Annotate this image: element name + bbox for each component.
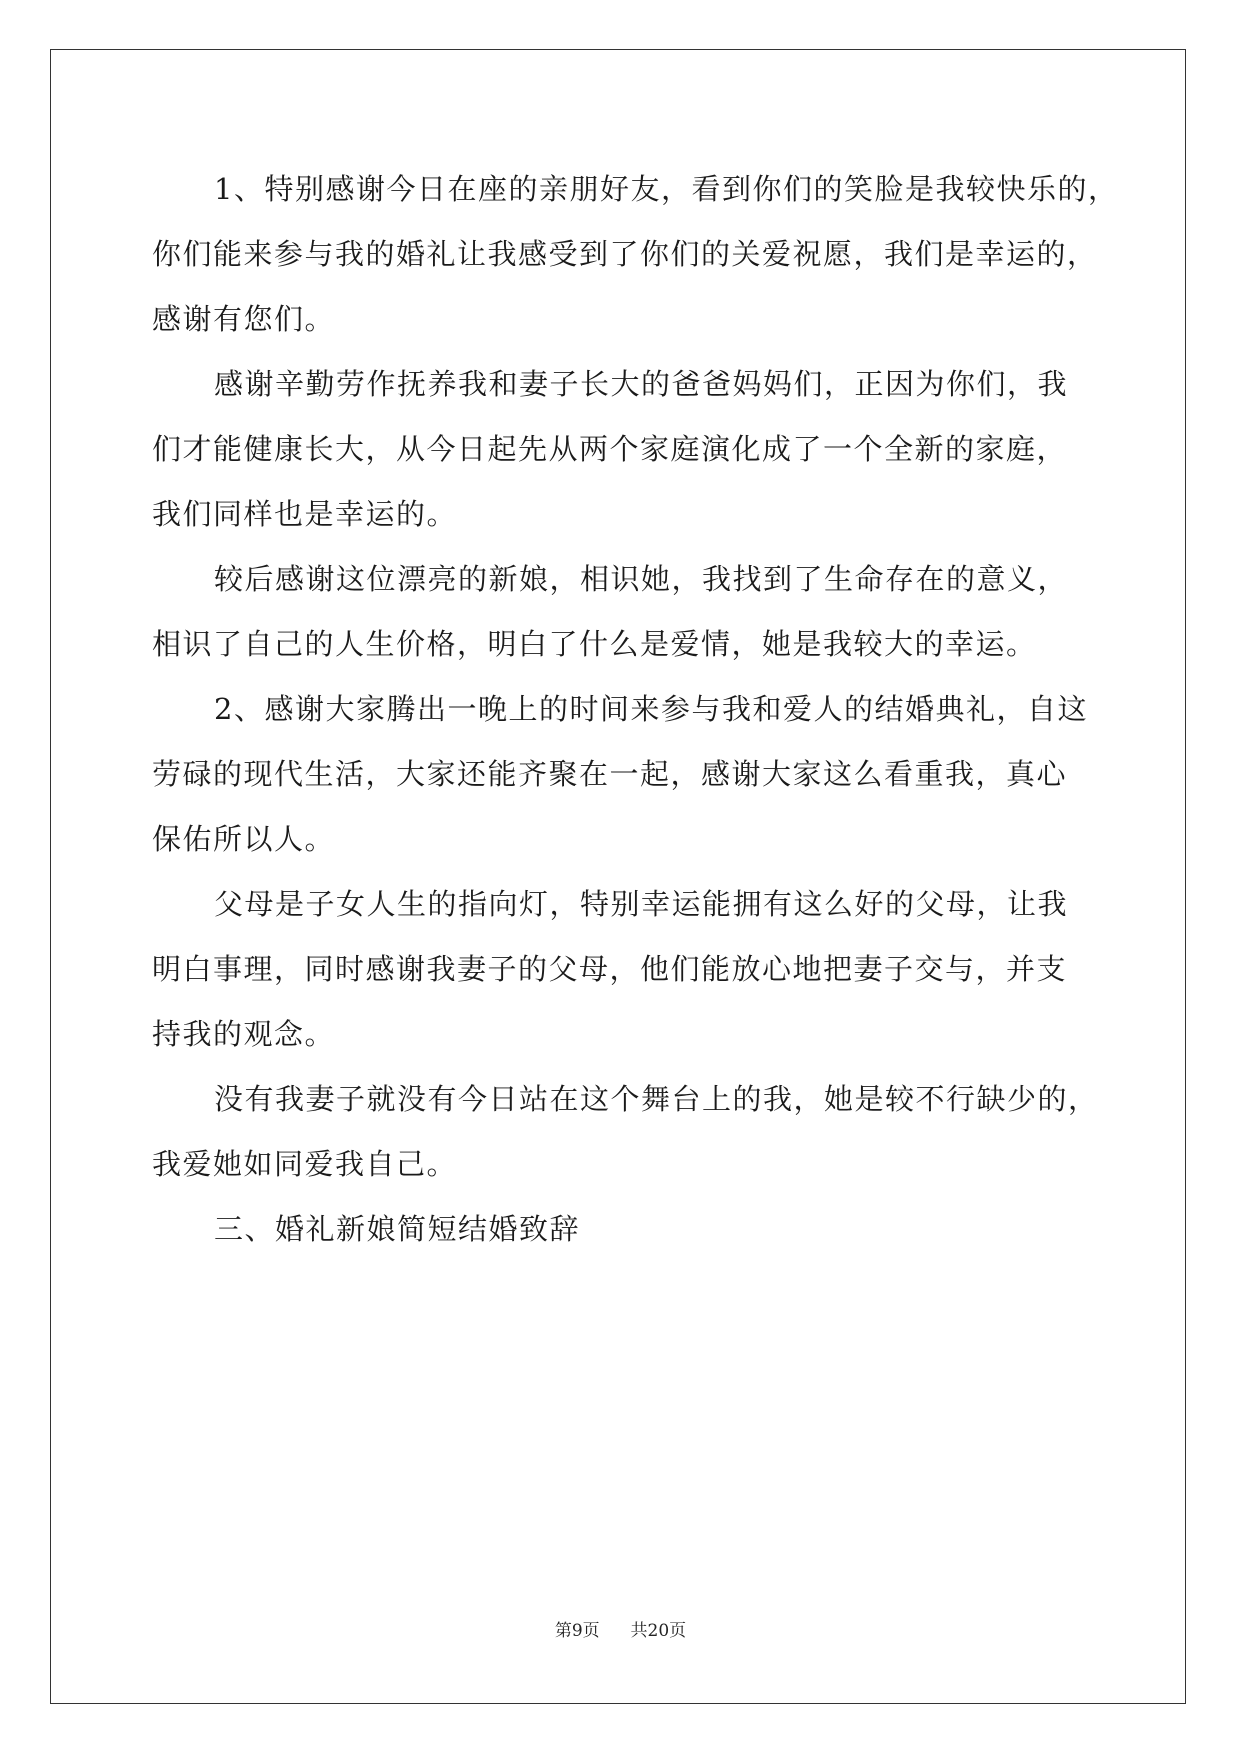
- paragraph: [152, 1067, 1099, 1197]
- text-line: 感谢有您们。: [152, 302, 336, 336]
- text-line: 感谢辛勤劳作抚养我和妻子长大的爸爸妈妈们，正因为你们，我: [214, 367, 1069, 401]
- text-line: 较后感谢这位漂亮的新娘，相识她，我找到了生命存在的意义，: [214, 562, 1069, 596]
- document-body: [152, 157, 1119, 1262]
- heading-text: 三、婚礼新娘简短结婚致辞: [214, 1212, 581, 1246]
- text-line: 我们同样也是幸运的。: [152, 497, 458, 531]
- paragraph: [152, 157, 1119, 352]
- text-line: 持我的观念。: [152, 1017, 336, 1051]
- text-line: 你们能来参与我的婚礼让我感受到了你们的关爱祝愿，我们是幸运的，: [152, 237, 1098, 271]
- page-number: 第9页: [554, 1621, 600, 1641]
- text-line: 们才能健康长大，从今日起先从两个家庭演化成了一个全新的家庭，: [152, 432, 1068, 466]
- text-line: 父母是子女人生的指向灯，特别幸运能拥有这么好的父母，让我: [214, 887, 1069, 921]
- paragraph: [152, 872, 1087, 1067]
- text-line: 保佑所以人。: [152, 822, 336, 856]
- paragraph: [152, 547, 1087, 677]
- text-line: 我爱她如同爱我自己。: [152, 1147, 458, 1181]
- text-line: 1、特别感谢今日在座的亲朋好友，看到你们的笑脸是我较快乐的，: [214, 172, 1119, 206]
- paragraph: [152, 677, 1087, 872]
- paragraph: [152, 352, 1087, 547]
- section-heading: [152, 1197, 1087, 1262]
- page-footer: [0, 1616, 1241, 1641]
- text-line: 明白事理，同时感谢我妻子的父母，他们能放心地把妻子交与，并支: [152, 952, 1068, 986]
- text-line: 2、感谢大家腾出一晚上的时间来参与我和爱人的结婚典礼，自这: [214, 692, 1088, 726]
- text-line: 劳碌的现代生活，大家还能齐聚在一起，感谢大家这么看重我，真心: [152, 757, 1068, 791]
- text-line: 没有我妻子就没有今日站在这个舞台上的我，她是较不行缺少的，: [214, 1082, 1099, 1116]
- page-total: 共20页: [630, 1621, 687, 1641]
- text-line: 相识了自己的人生价格，明白了什么是爱情，她是我较大的幸运。: [152, 627, 1037, 661]
